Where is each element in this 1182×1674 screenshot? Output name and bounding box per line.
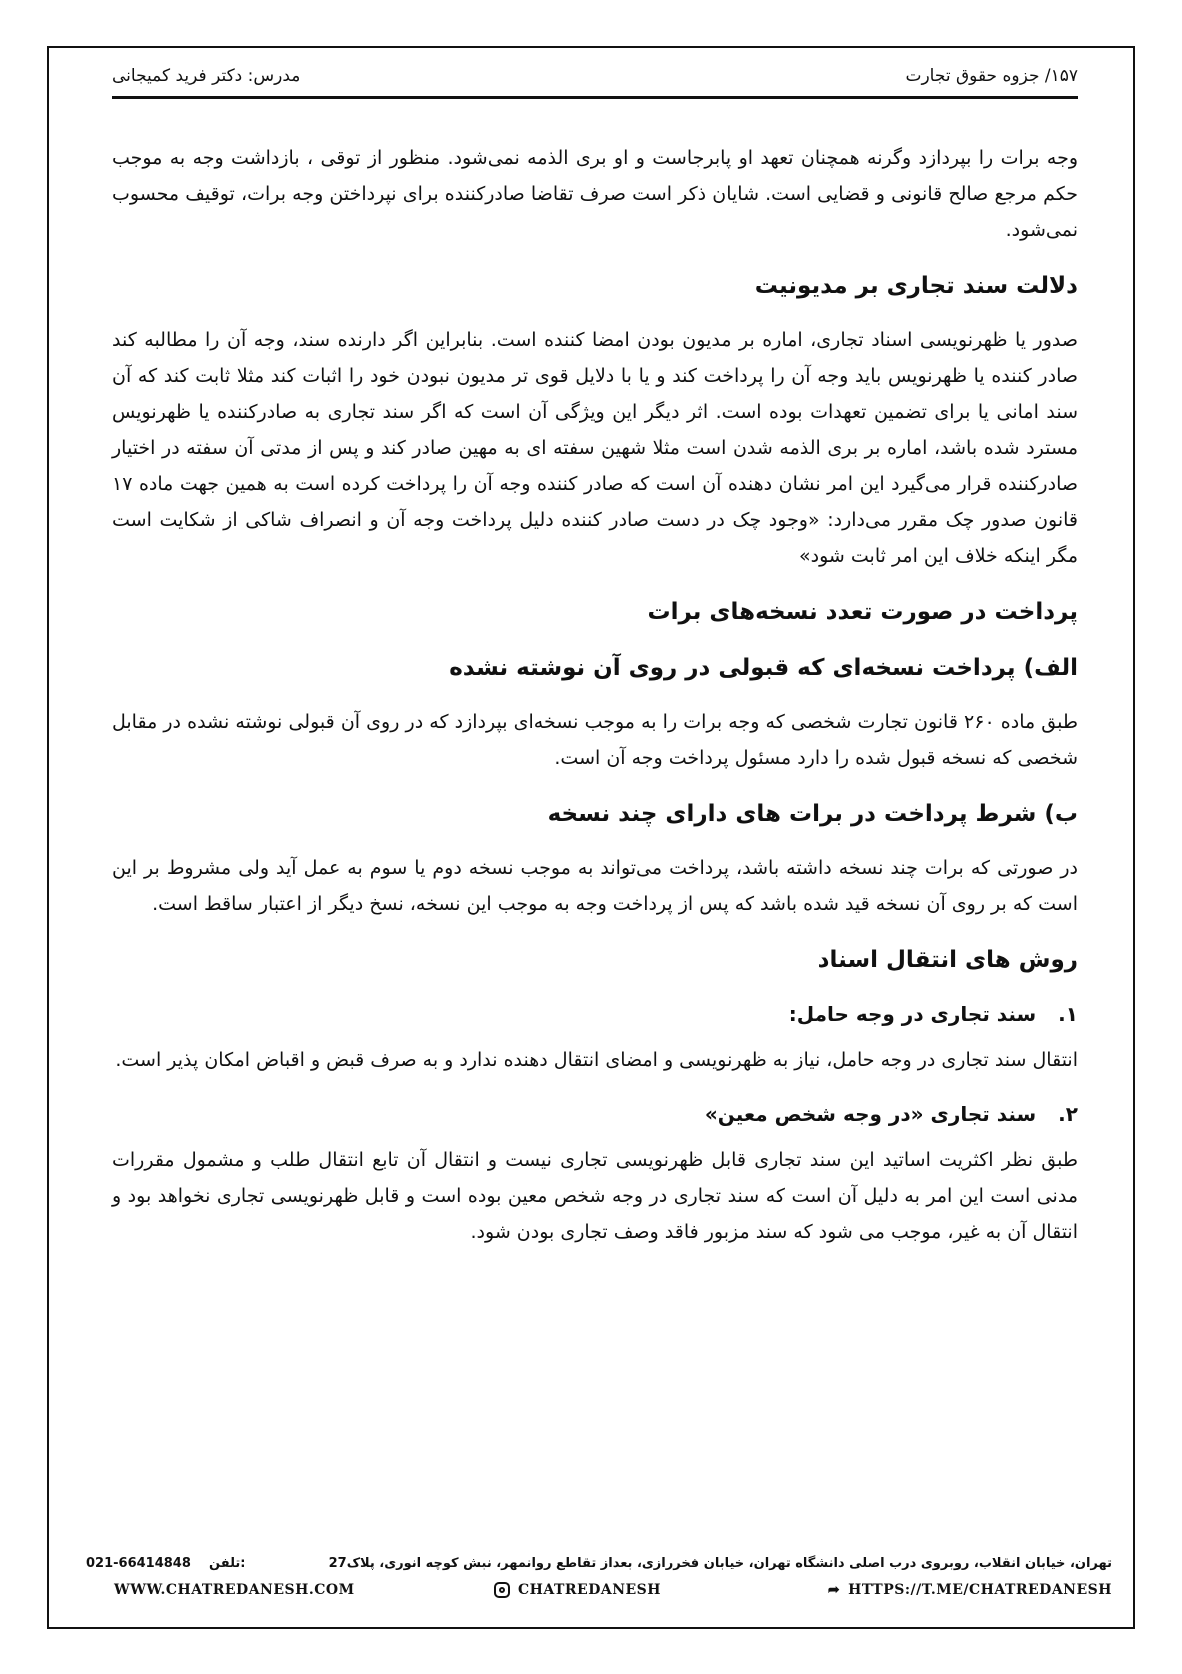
page-footer <box>86 1556 1112 1606</box>
paragraph-6: طبق نظر اکثریت اساتید این سند تجاری قابل ظهرنویسی تجاری نیست و انتقال آن تابع انتقال طلب و مشمول مقررات مدنی است این امر به دلیل آن است که سند تجاری در وجه شخص معین بوده است و قابل ظهرنویسی تجاری نخواهد بود و انتقال آن به غیر، موجب می شود که سند مزبور فاقد وصف تجاری بودن شود. <box>112 1149 1078 1243</box>
footer-address: تهران، خیابان انقلاب، روبروی درب اصلی دانشگاه تهران، خیابان فخررازی، بعداز تقاطع روانمهر، نبش کوچه انوری، پلاک27 <box>328 1556 1112 1571</box>
website-link[interactable]: WWW.CHATREDANESH.COM <box>114 1582 355 1598</box>
instagram-icon <box>494 1582 510 1598</box>
paragraph-5: انتقال سند تجاری در وجه حامل، نیاز به ظهرنویسی و امضای انتقال دهنده ندارد و به صرف قبض و اقباض امکان پذیر است. <box>115 1049 1078 1071</box>
heading-transfer-methods: روش های انتقال اسناد <box>817 947 1078 973</box>
footer-phone: 021-66414848 <box>86 1556 191 1571</box>
footer-links <box>86 1582 1112 1604</box>
paragraph-4: در صورتی که برات چند نسخه داشته باشد، پرداخت می‌تواند به موجب نسخه دوم یا سوم به عمل آید ولی مشروط بر این است که بر روی آن نسخه قید شده باشد که پس از پرداخت وجه به موجب این نسخه، نسخ دیگر از اعتبار ساقط است. <box>112 857 1078 915</box>
telegram-icon: ➦ <box>827 1582 841 1598</box>
instagram-handle: CHATREDANESH <box>518 1582 661 1598</box>
document-body <box>112 140 1078 1268</box>
heading-alef: الف) پرداخت نسخه‌ای که قبولی در روی آن نوشته نشده <box>449 655 1078 681</box>
page-header <box>112 62 1078 99</box>
heading-be: ب) شرط پرداخت در برات های دارای چند نسخه <box>547 801 1078 827</box>
paragraph-1: وجه برات را بپردازد وگرنه همچنان تعهد او پابرجاست و او بری الذمه نمی‌شود. منظور از توقی ، بازداشت وجه به موجب حکم مرجع صالح قانونی و قضایی است. شایان ذکر است صرف تقاضا صادرکننده برای نپرداختن وجه برات، توقیف محسوب نمی‌شود. <box>112 147 1078 241</box>
list-item-2-heading <box>112 1096 1078 1132</box>
heading-multiple-copies: پرداخت در صورت تعدد نسخه‌های برات <box>647 599 1078 625</box>
instructor-name: مدرس: دکتر فرید کمیجانی <box>112 66 301 86</box>
heading-debt-indication: دلالت سند تجاری بر مدیونیت <box>754 273 1078 299</box>
list-item-1-heading <box>112 996 1078 1032</box>
instagram-link[interactable] <box>494 1582 661 1598</box>
list-item-2-number: ۲. <box>1058 1102 1078 1126</box>
paragraph-2: صدور یا ظهرنویسی اسناد تجاری، اماره بر مدیون بودن امضا کننده است. بنابراین اگر دارنده سند، وجه آن را مطالبه کند صادر کننده یا ظهرنویس باید وجه آن را پرداخت کند و یا با دلایل قوی تر مدیون نبودن خود را اثبات کند مثلا ثابت کند که آن سند امانی یا برای تضمین تعهدات بوده است. اثر دیگر این ویژگی آن است که اگر سند تجاری به صادرکننده یا ظهرنویس مسترد شده باشد، اماره بر بری الذمه شدن است مثلا شهین سفته ای به مهین صادر کند و پس از مدتی آن سفته در اختیار صادرکننده قرار می‌گیرد این امر نشان دهنده آن است که صادر کننده وجه آن را پرداخت کرده است به همین جهت ماده ۱۷ قانون صدور چک مقرر می‌دارد: «وجود چک در دست صادر کننده دلیل پرداخت وجه آن و انصراف شاکی از شکایت است مگر اینکه خلاف این امر ثابت شود» <box>112 329 1078 567</box>
list-item-1-title: سند تجاری در وجه حامل: <box>788 1002 1037 1026</box>
footer-phone-label: تلفن: <box>209 1556 246 1571</box>
page-title: ۱۵۷/ جزوه حقوق تجارت <box>905 66 1078 86</box>
list-item-1-number: ۱. <box>1058 1002 1078 1026</box>
list-item-2-title: سند تجاری «در وجه شخص معین» <box>704 1102 1037 1126</box>
paragraph-3: طبق ماده ۲۶۰ قانون تجارت شخصی که وجه برات را به موجب نسخه‌ای بپردازد که در روی آن قبولی نوشته نشده در مقابل شخصی که نسخه قبول شده را دارد مسئول پرداخت وجه آن است. <box>112 711 1078 769</box>
telegram-url: HTTPS://T.ME/CHATREDANESH <box>848 1582 1112 1598</box>
footer-phone-block <box>86 1556 245 1571</box>
telegram-link[interactable] <box>828 1582 1112 1598</box>
